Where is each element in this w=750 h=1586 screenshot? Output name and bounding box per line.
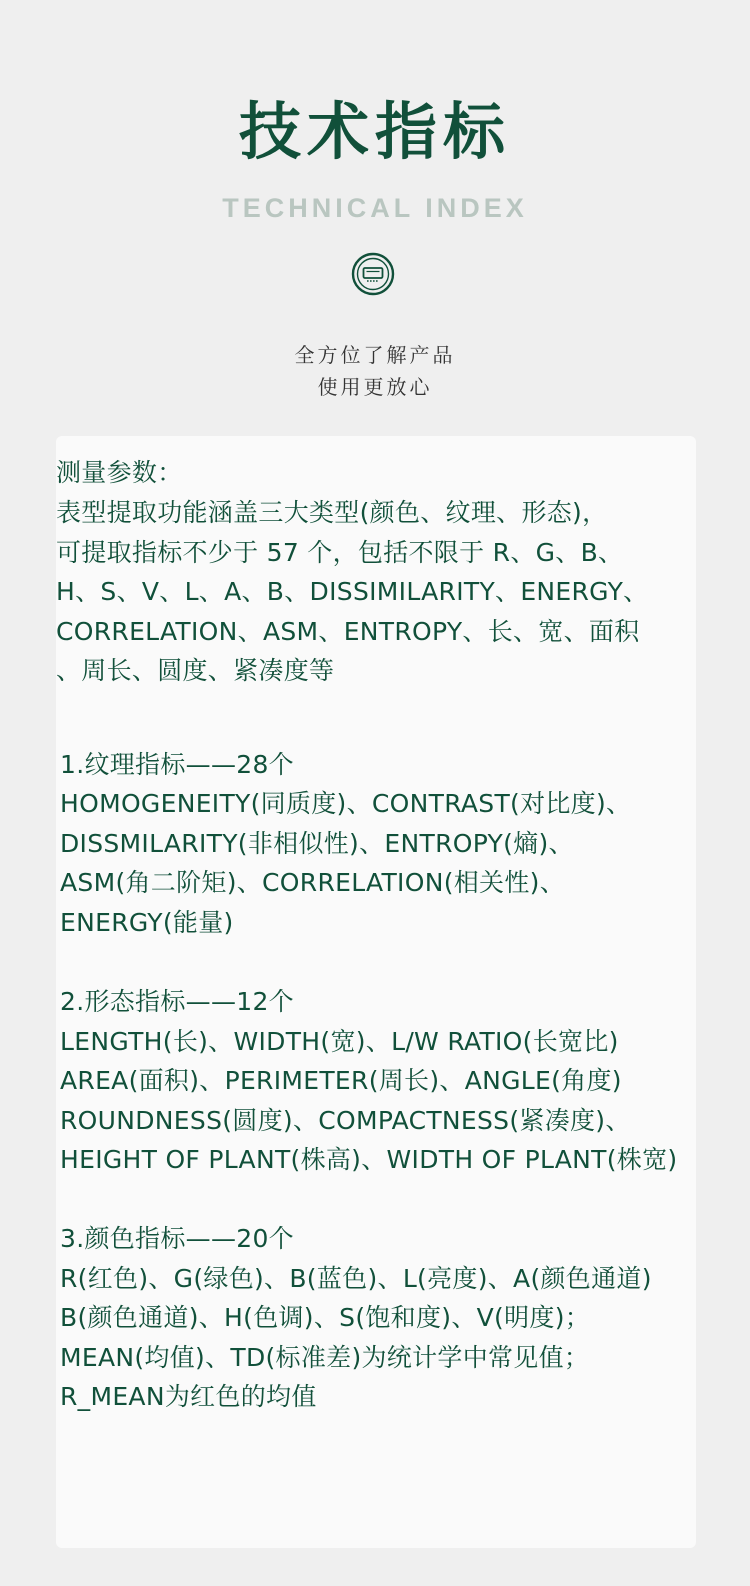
text-line: LENGTH(长)、WIDTH(宽)、L/W RATIO(长宽比) bbox=[60, 1027, 619, 1056]
text-line: DISSMILARITY(非相似性)、ENTROPY(熵)、 bbox=[60, 829, 574, 858]
text-line: 测量参数： bbox=[56, 458, 183, 487]
text-line: R_MEAN为红色的均值 bbox=[60, 1382, 317, 1411]
text-line: HOMOGENEITY(同质度)、CONTRAST(对比度)、 bbox=[60, 789, 632, 818]
text-line: ASM(角二阶矩)、CORRELATION(相关性)、 bbox=[60, 868, 566, 897]
section-heading-color: 3.颜色指标——20个 bbox=[60, 1224, 294, 1253]
page-subtitle: TECHNICAL INDEX bbox=[222, 193, 528, 223]
text-line: MEAN(均值)、TD(标准差)为统计学中常见值； bbox=[60, 1343, 590, 1372]
section-heading-texture: 1.纹理指标——28个 bbox=[60, 750, 294, 779]
text-line: CORRELATION、ASM、ENTROPY、长、宽、面积 bbox=[56, 617, 640, 646]
text-line: AREA(面积)、PERIMETER(周长)、ANGLE(角度) bbox=[60, 1066, 622, 1095]
text-line: ROUNDNESS(圆度)、COMPACTNESS(紧凑度)、 bbox=[60, 1106, 631, 1135]
monitor-badge-icon bbox=[351, 252, 395, 296]
text-line: H、S、V、L、A、B、DISSIMILARITY、ENERGY、 bbox=[56, 577, 649, 606]
text-line: 、周长、圆度、紧凑度等 bbox=[56, 656, 335, 685]
text-line: ENERGY(能量) bbox=[60, 908, 234, 937]
text-line: 可提取指标不少于 57 个，包括不限于 R、G、B、 bbox=[56, 538, 624, 567]
text-line: R(红色)、G(绿色)、B(蓝色)、L(亮度)、A(颜色通道) bbox=[60, 1264, 652, 1293]
text-line: 表型提取功能涵盖三大类型(颜色、纹理、形态)， bbox=[56, 498, 608, 527]
page-title: 技术指标 bbox=[238, 95, 511, 168]
section-heading-shape: 2.形态指标——12个 bbox=[60, 987, 294, 1016]
tagline-line-1: 全方位了解产品 bbox=[294, 343, 456, 367]
text-line: HEIGHT OF PLANT(株高)、WIDTH OF PLANT(株宽) bbox=[60, 1145, 678, 1174]
tagline-line-2: 使用更放心 bbox=[317, 375, 433, 399]
text-line: B(颜色通道)、H(色调)、S(饱和度)、V(明度)； bbox=[60, 1303, 591, 1332]
